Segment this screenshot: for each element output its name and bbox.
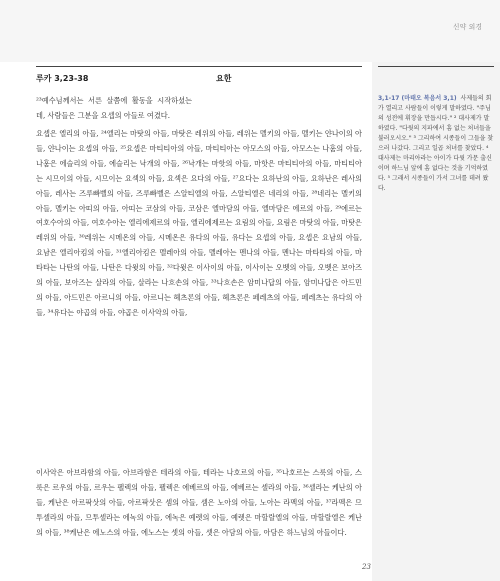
side-note [378,94,494,194]
genealogy-continued-paragraph: 이사악은 아브라함의 아들, 아브라함은 테라의 아들, 테라는 나호르의 아들, ³⁵나호르는 스룩의 아들, 스룩은 르우의 아들, 르우는 펠렉의 아들, 펠렉은 에베르의 아들, 에베르는 셀라의 아들, ³⁶셀라는 케난의 아들, 케난은 아르팍삿의 아들, 아르팍삿은 셈의 아들, 셈은 노아의 아들, 노아는 라멕의 아들, ³⁷라멕은 므투셀라의 아들, 므투셀라는 에녹의 아들, 에녹은 예렛의 아들, 예렛은 마할랄엘의 아들, 마할랄엘은 케난의 아들, ³⁸케난은 에노스의 아들, 에노스는 셋의 아들, 셋은 아담의 아들, 아담은 하느님의 아들이다. [36,468,362,537]
section-ref-john: 요한 [216,74,232,83]
side-note-text: 사제들의 회가 열리고 사람들이 이렇게 말하였다. "주님의 성전에 휘장을 만듭시다." ² 대사제가 말하였다. "다윗의 지파에서 흠 없는 처녀들을 불러오시오." ³ 그리하여 시종들이 그들을 찾으러 나갔다. 그리고 일곱 처녀를 찾았다. ⁴ 대사제는 마리아라는 아이가 다윗 가문 출신이며 하느님 앞에 흠 없다는 것을 기억하였다. ⁵ 그래서 시종들이 가서 그녀를 데려 왔다. [378,95,494,192]
header-bar [0,0,500,62]
side-top-rule [378,66,494,67]
running-head: 신약 외경 [452,23,482,31]
intro-paragraph: ²³예수님께서는 서른 살쯤에 활동을 시작하셨는데, 사람들은 그분을 요셉의 아들로 여겼다. [36,96,192,120]
main-top-rule [36,66,362,67]
section-ref-luke: 루카 3,23-38 [36,74,89,83]
page-number: 23 [362,563,371,571]
side-note-reference: 3,1-17 (마태오 복음서 3,1) [378,95,457,102]
genealogy-paragraph: 요셉은 엘리의 아들, ²⁴엘리는 마탓의 아들, 마탓은 레위의 아들, 레위는 멜키의 아들, 멜키는 얀나이의 아들, 얀나이는 요셉의 아들, ²⁵요셉은 마티티아의 아들, 마티티아는 아모스의 아들, 아모스는 나훔의 아들, 나훔은 에슬리의 아들, 에슬리는 낙개의 아들, ²⁶낙개는 마핫의 아들, 마핫은 마티티아의 아들, 마티티아는 시므이의 아들, 시므이는 요섹의 아들, 요섹은 요다의 아들, ²⁷요다는 요하난의 아들, 요하난은 레사의 아들, 레사는 즈루빠벨의 아들, 즈루빠벨은 스알티엘의 아들, 스알티엘은 네리의 아들, ²⁸네리는 멜키의 아들, 멜키는 아띠의 아들, 아띠는 코삼의 아들, 코삼은 엘마담의 아들, 엘마담은 에르의 아들, ²⁹에르는 여호수아의 아들, 여호수아는 엘리에제르의 아들, 엘리에제르는 요림의 아들, 요림은 마탓의 아들, 마탓은 레위의 아들, ³⁰레위는 시메온의 아들, 시메온은 유다의 아들, 유다는 요셉의 아들, 요셉은 요남의 아들, 요남은 엘리아킴의 아들, ³¹엘리아킴은 멜레아의 아들, 멜레아는 멘나의 아들, 멘나는 마타타의 아들, 마타타는 나탄의 아들, 나탄은 다윗의 아들, ³²다윗은 이사이의 아들, 이사이는 오벳의 아들, 오벳은 보아즈의 아들, 보아즈는 살라의 아들, 살라는 나흐손의 아들, ³³나흐손은 암미나답의 아들, 암미나답은 아드민의 아들, 아드민은 아르니의 아들, 아르니는 헤츠론의 아들, 헤츠론은 페레츠의 아들, 페레츠는 유다의 아들, ³⁴유다는 야곱의 아들, 야곱은 이사악의 아들, [36,129,362,317]
